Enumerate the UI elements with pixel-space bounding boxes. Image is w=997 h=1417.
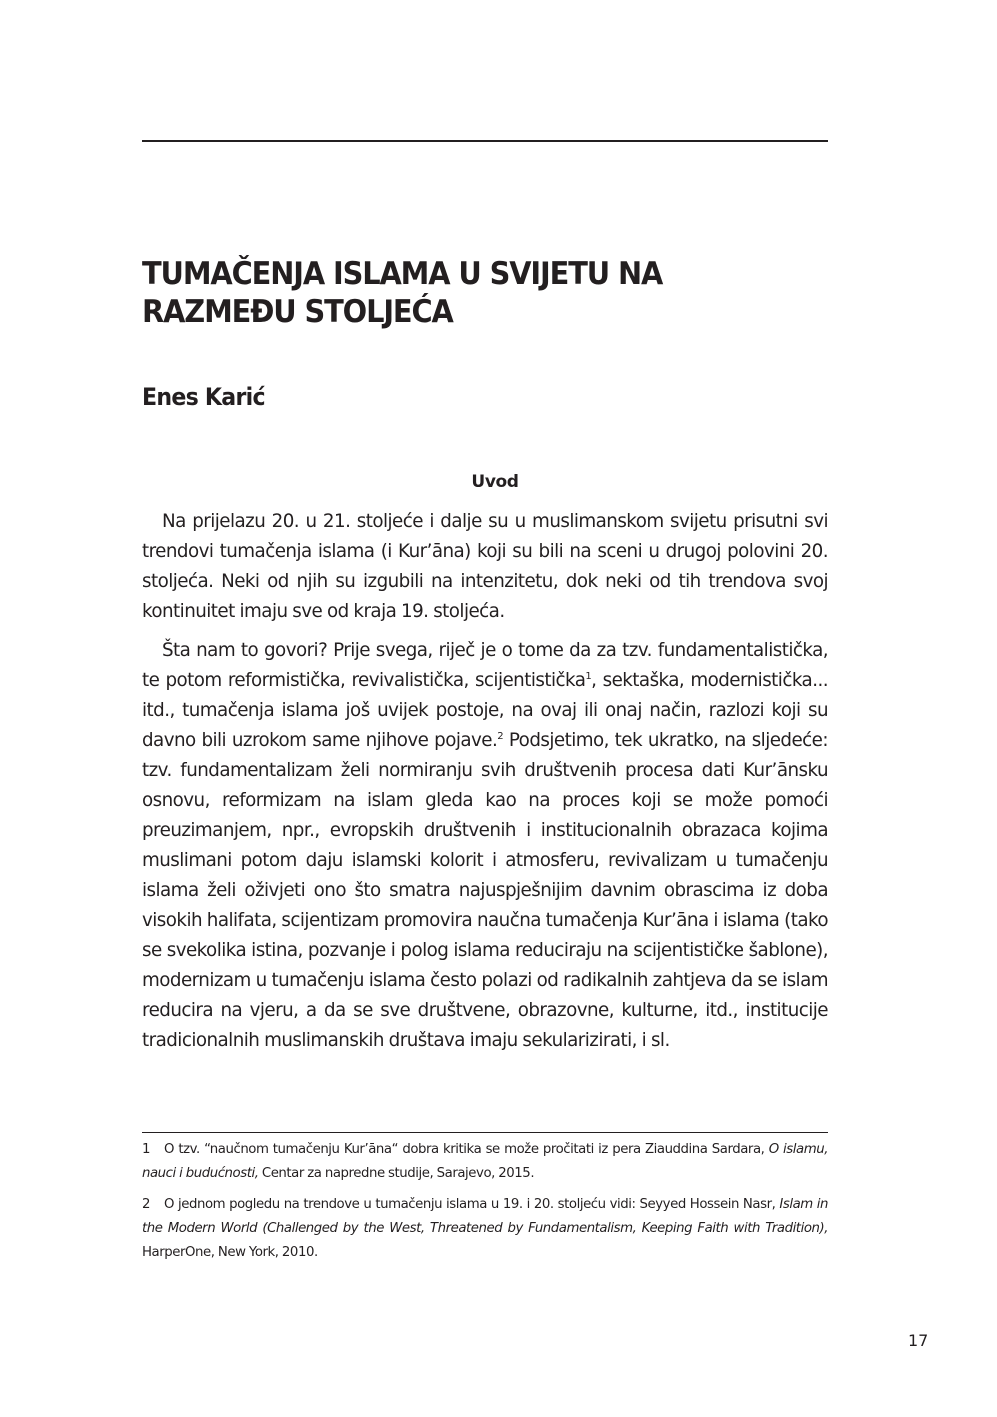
page-number: 17 (908, 1331, 929, 1350)
footnote-text: O jednom pogledu na trendove u tumačenju islama u 19. i 20. stoljeću vidi: Seyyed Hossein Nasr, (164, 1197, 780, 1212)
footnotes (142, 1138, 828, 1272)
section-heading: Uvod (471, 472, 519, 492)
title-line-1: TUMAČENJA ISLAMA U SVIJETU NA (142, 256, 663, 292)
body-text (142, 507, 828, 1065)
footnote-title: O islamu, nauci i budućnosti, (142, 1142, 828, 1181)
paragraph (142, 636, 828, 1056)
author-name: Enes Karić (142, 383, 265, 411)
paragraph-text: Šta nam to govori? Prije svega, riječ je o tome da za tzv. fundamentalistička, te potom reformistička, revivalistička, scijentistička (142, 640, 828, 691)
footnote-separator (142, 1132, 828, 1133)
paragraph: Na prijelazu 20. u 21. stoljeće i dalje su u muslimanskom svijetu prisutni svi trendovi tumačenja islama (i Kur’āna) koji su bili na sceni u drugoj polovini 20. stoljeća. Neki od njih su izgubili na intenzitetu, dok neki od tih trendova svoj kontinuitet imaju sve od kraja 19. stoljeća. (142, 511, 828, 622)
footnote-ref[interactable]: 1 (585, 671, 592, 682)
footnote-text: O tzv. “naučnom tumačenju Kur’āna“ dobra kritika se može pročitati iz pera Ziauddina Sardara, (164, 1142, 769, 1157)
footnote-text: Centar za napredne studije, Sarajevo, 2015. (258, 1166, 535, 1181)
paragraph-text: , sektaška, modernistička... itd., tumačenja islama još uvijek postoje, na ovaj ili onaj način, razlozi koji su davno bili uzrokom same njihove pojave. (142, 670, 828, 751)
footnote (142, 1193, 828, 1265)
footnote-ref[interactable]: 2 (497, 731, 504, 742)
footnote-text: HarperOne, New York, 2010. (142, 1245, 318, 1260)
title-line-2: RAZMEĐU STOLJEĆA (142, 294, 453, 330)
article-title (142, 255, 793, 331)
footnote-title: Islam in the Modern World (Challenged by the West, Threatened by Fundamentalism, Keeping Faith with Tradition), (142, 1197, 828, 1236)
footnote-number: 2 (142, 1197, 151, 1212)
footnote-number: 1 (142, 1142, 151, 1157)
paragraph-text: Podsjetimo, tek ukratko, na sljedeće: tzv. fundamentalizam želi normiranju svih društvenih procesa dati Kur’ānsku osnovu, reformizam na islam gleda kao na proces koji se može pomoći preuzimanjem, npr., evropskih društvenih i institucionalnih obrazaca kojima muslimani potom daju islamski kolorit i atmosferu, revivalizam u tumačenju islama želi oživjeti ono što smatra najuspješnijim davnim obrascima iz doba visokih halifata, scijentizam promovira naučna tumačenja Kur’āna i islama (tako se svekolika istina, pozvanje i polog islama reduciraju na scijentističke šablone), modernizam u tumačenju islama često polazi od radikalnih zahtjeva da se islam reducira na vjeru, a da se sve društvene, obrazovne, kulturne, itd., institucije tradicionalnih muslimanskih društava imaju sekularizirati, i sl. (142, 730, 828, 1051)
footnote (142, 1138, 828, 1186)
header-rule (142, 140, 828, 142)
